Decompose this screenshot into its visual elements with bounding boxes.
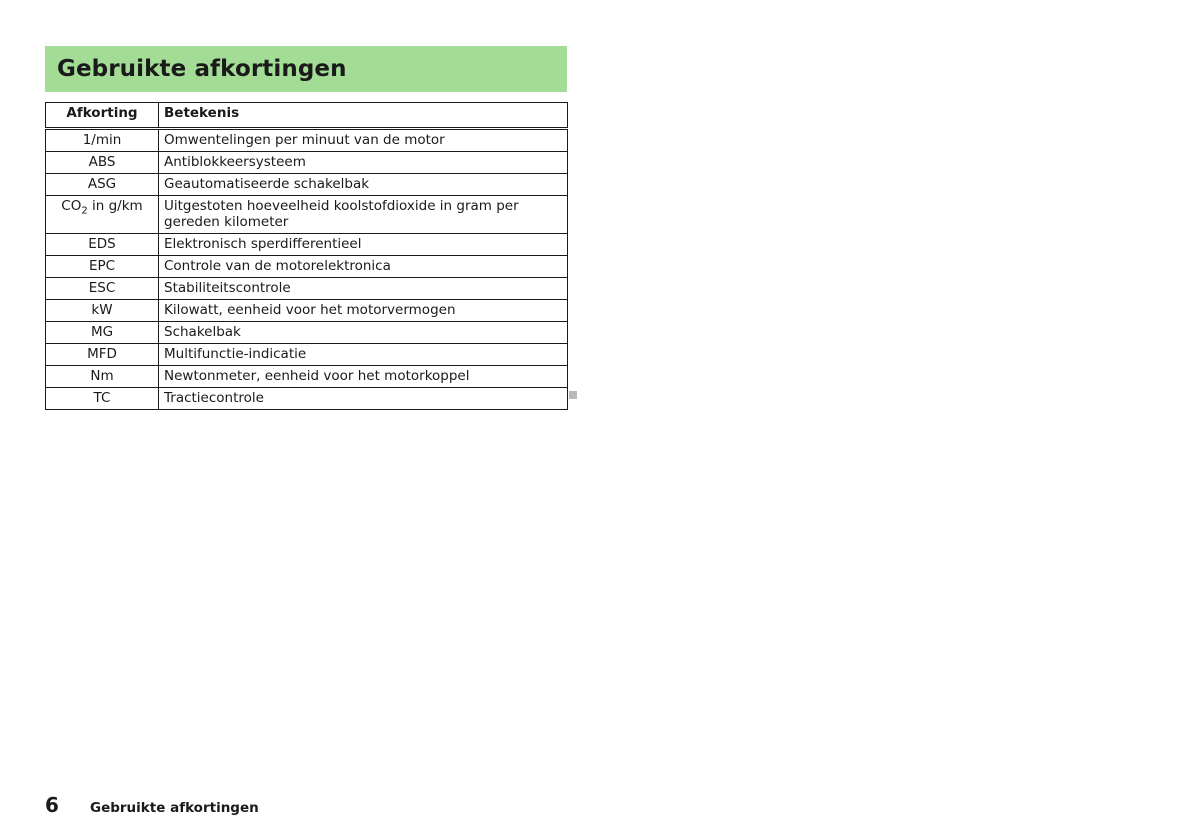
table-row: [46, 344, 568, 366]
table-row: [46, 388, 568, 410]
table-row: [46, 174, 568, 196]
page-footer: [45, 793, 259, 817]
header-meaning: Betekenis: [159, 103, 568, 129]
table-row: [46, 196, 568, 234]
table-row: [46, 366, 568, 388]
abbreviation-cell: ASG: [46, 174, 159, 196]
table-header-row: [46, 103, 568, 129]
meaning-cell: Schakelbak: [159, 322, 568, 344]
meaning-cell: Stabiliteitscontrole: [159, 278, 568, 300]
meaning-cell: Uitgestoten hoeveelheid koolstofdioxide in gram per gereden kilometer: [159, 196, 568, 234]
meaning-cell: Kilowatt, eenheid voor het motorvermogen: [159, 300, 568, 322]
abbreviation-unit: in g/km: [87, 198, 143, 214]
meaning-cell: Geautomatiseerde schakelbak: [159, 174, 568, 196]
meaning-cell: Controle van de motorelektronica: [159, 256, 568, 278]
section-end-mark: [569, 391, 577, 399]
abbreviations-table: [45, 102, 568, 410]
abbreviation-cell: 1/min: [46, 129, 159, 152]
meaning-cell: Newtonmeter, eenheid voor het motorkoppel: [159, 366, 568, 388]
abbreviation-cell: MFD: [46, 344, 159, 366]
table-row: [46, 322, 568, 344]
abbreviation-cell: kW: [46, 300, 159, 322]
abbreviation-co2: CO: [61, 198, 82, 214]
page-title: Gebruikte afkortingen: [57, 56, 347, 82]
meaning-cell: Omwentelingen per minuut van de motor: [159, 129, 568, 152]
meaning-cell: Tractiecontrole: [159, 388, 568, 410]
abbreviation-cell: EDS: [46, 234, 159, 256]
abbreviation-cell: Nm: [46, 366, 159, 388]
abbreviation-cell: [46, 196, 159, 234]
table-row: [46, 152, 568, 174]
table-row: [46, 278, 568, 300]
footer-section-title: Gebruikte afkortingen: [90, 800, 259, 816]
subscript-2: 2: [81, 205, 88, 217]
meaning-cell: Elektronisch sperdifferentieel: [159, 234, 568, 256]
abbreviation-cell: ESC: [46, 278, 159, 300]
page-number: 6: [45, 793, 59, 817]
title-band: [45, 46, 567, 92]
table-row: [46, 256, 568, 278]
table-row: [46, 129, 568, 152]
abbreviation-cell: TC: [46, 388, 159, 410]
table-row: [46, 234, 568, 256]
abbreviation-cell: MG: [46, 322, 159, 344]
table-row: [46, 300, 568, 322]
meaning-cell: Multifunctie-indicatie: [159, 344, 568, 366]
header-abbreviation: Afkorting: [46, 103, 159, 129]
meaning-cell: Antiblokkeersysteem: [159, 152, 568, 174]
abbreviation-cell: ABS: [46, 152, 159, 174]
abbreviation-cell: EPC: [46, 256, 159, 278]
